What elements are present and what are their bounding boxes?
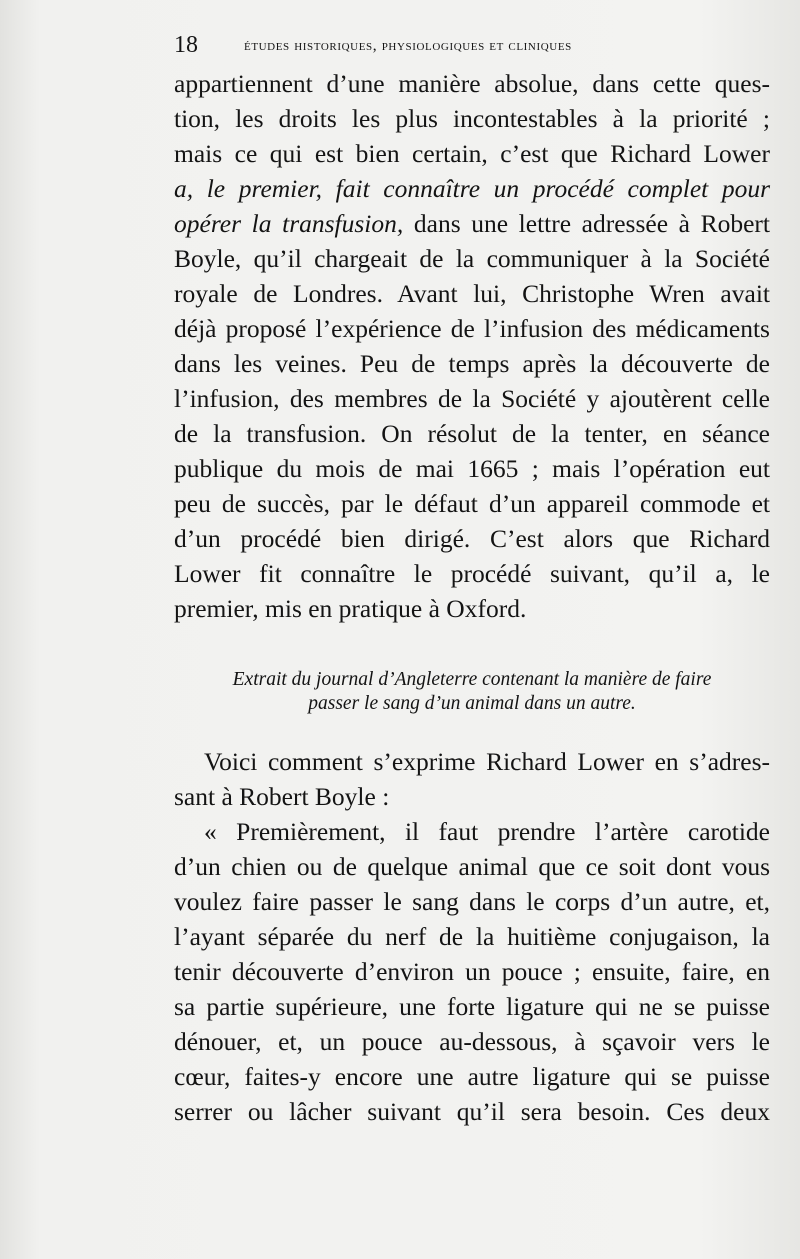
section-caption bbox=[174, 668, 770, 716]
text-line: appartiennent d’une manière absolue, dans cette ques- bbox=[174, 69, 770, 98]
running-title: études historiques, physiologiques et cliniques bbox=[244, 37, 572, 54]
text-line: l’infusion, des membres de la Société y ajoutèrent celle bbox=[174, 384, 770, 413]
text-line: tenir découverte d’environ un pouce ; ensuite, faire, en bbox=[174, 957, 770, 986]
text-line: déjà proposé l’expérience de l’infusion des médicaments bbox=[174, 314, 770, 343]
text-line: mais ce qui est bien certain, c’est que Richard Lower bbox=[174, 139, 770, 168]
paragraph-priority-lower bbox=[174, 66, 770, 626]
paragraph-lower-letter bbox=[174, 814, 770, 1129]
text-line bbox=[174, 206, 770, 241]
text-line: d’un chien ou de quelque animal que ce soit dont vous bbox=[174, 852, 770, 881]
text-run: dans une lettre adressée à Robert bbox=[403, 209, 770, 238]
text-line: Lower fit connaître le procédé suivant, qu’il a, le bbox=[174, 559, 770, 588]
text-line: sant à Robert Boyle : bbox=[174, 782, 390, 811]
text-line: dénouer, et, un pouce au-dessous, à sçavoir vers le bbox=[174, 1027, 770, 1056]
text-line: premier, mis en pratique à Oxford. bbox=[174, 594, 527, 623]
text-line: « Premièrement, il faut prendre l’artère carotide bbox=[204, 817, 770, 846]
page-header bbox=[174, 30, 770, 60]
quotation-block bbox=[174, 744, 770, 1129]
text-line: cœur, faites-y encore une autre ligature qui se puisse bbox=[174, 1062, 770, 1091]
text-line: serrer ou lâcher suivant qu’il sera besoin. Ces deux bbox=[174, 1097, 770, 1126]
text-line: peu de succès, par le défaut d’un appareil commode et bbox=[174, 489, 770, 518]
italic-emphasis: a, le premier, fait connaître un procédé complet pour bbox=[174, 174, 770, 203]
italic-emphasis: opérer la transfusion, bbox=[174, 209, 404, 238]
text-line bbox=[174, 171, 770, 206]
text-line: de la transfusion. On résolut de la tenter, en séance bbox=[174, 419, 770, 448]
caption-line: Extrait du journal d’Angleterre contenant la manière de faire bbox=[232, 669, 712, 690]
text-line: tion, les droits les plus incontestables à la priorité ; bbox=[174, 104, 770, 133]
text-line: l’ayant séparée du nerf de la huitième conjugaison, la bbox=[174, 922, 770, 951]
page-number: 18 bbox=[174, 32, 198, 58]
text-line: publique du mois de mai 1665 ; mais l’opération eut bbox=[174, 454, 770, 483]
caption-line: passer le sang d’un animal dans un autre. bbox=[308, 693, 636, 714]
text-line: Boyle, qu’il chargeait de la communiquer à la Société bbox=[174, 244, 770, 273]
text-line: Voici comment s’exprime Richard Lower en s’adres- bbox=[204, 747, 770, 776]
text-line: dans les veines. Peu de temps après la découverte de bbox=[174, 349, 770, 378]
text-line: sa partie supérieure, une forte ligature qui ne se puisse bbox=[174, 992, 770, 1021]
text-line: royale de Londres. Avant lui, Christophe Wren avait bbox=[174, 279, 770, 308]
text-line: d’un procédé bien dirigé. C’est alors que Richard bbox=[174, 524, 770, 553]
paragraph-intro bbox=[174, 744, 770, 814]
text-line: voulez faire passer le sang dans le corps d’un autre, et, bbox=[174, 887, 770, 916]
